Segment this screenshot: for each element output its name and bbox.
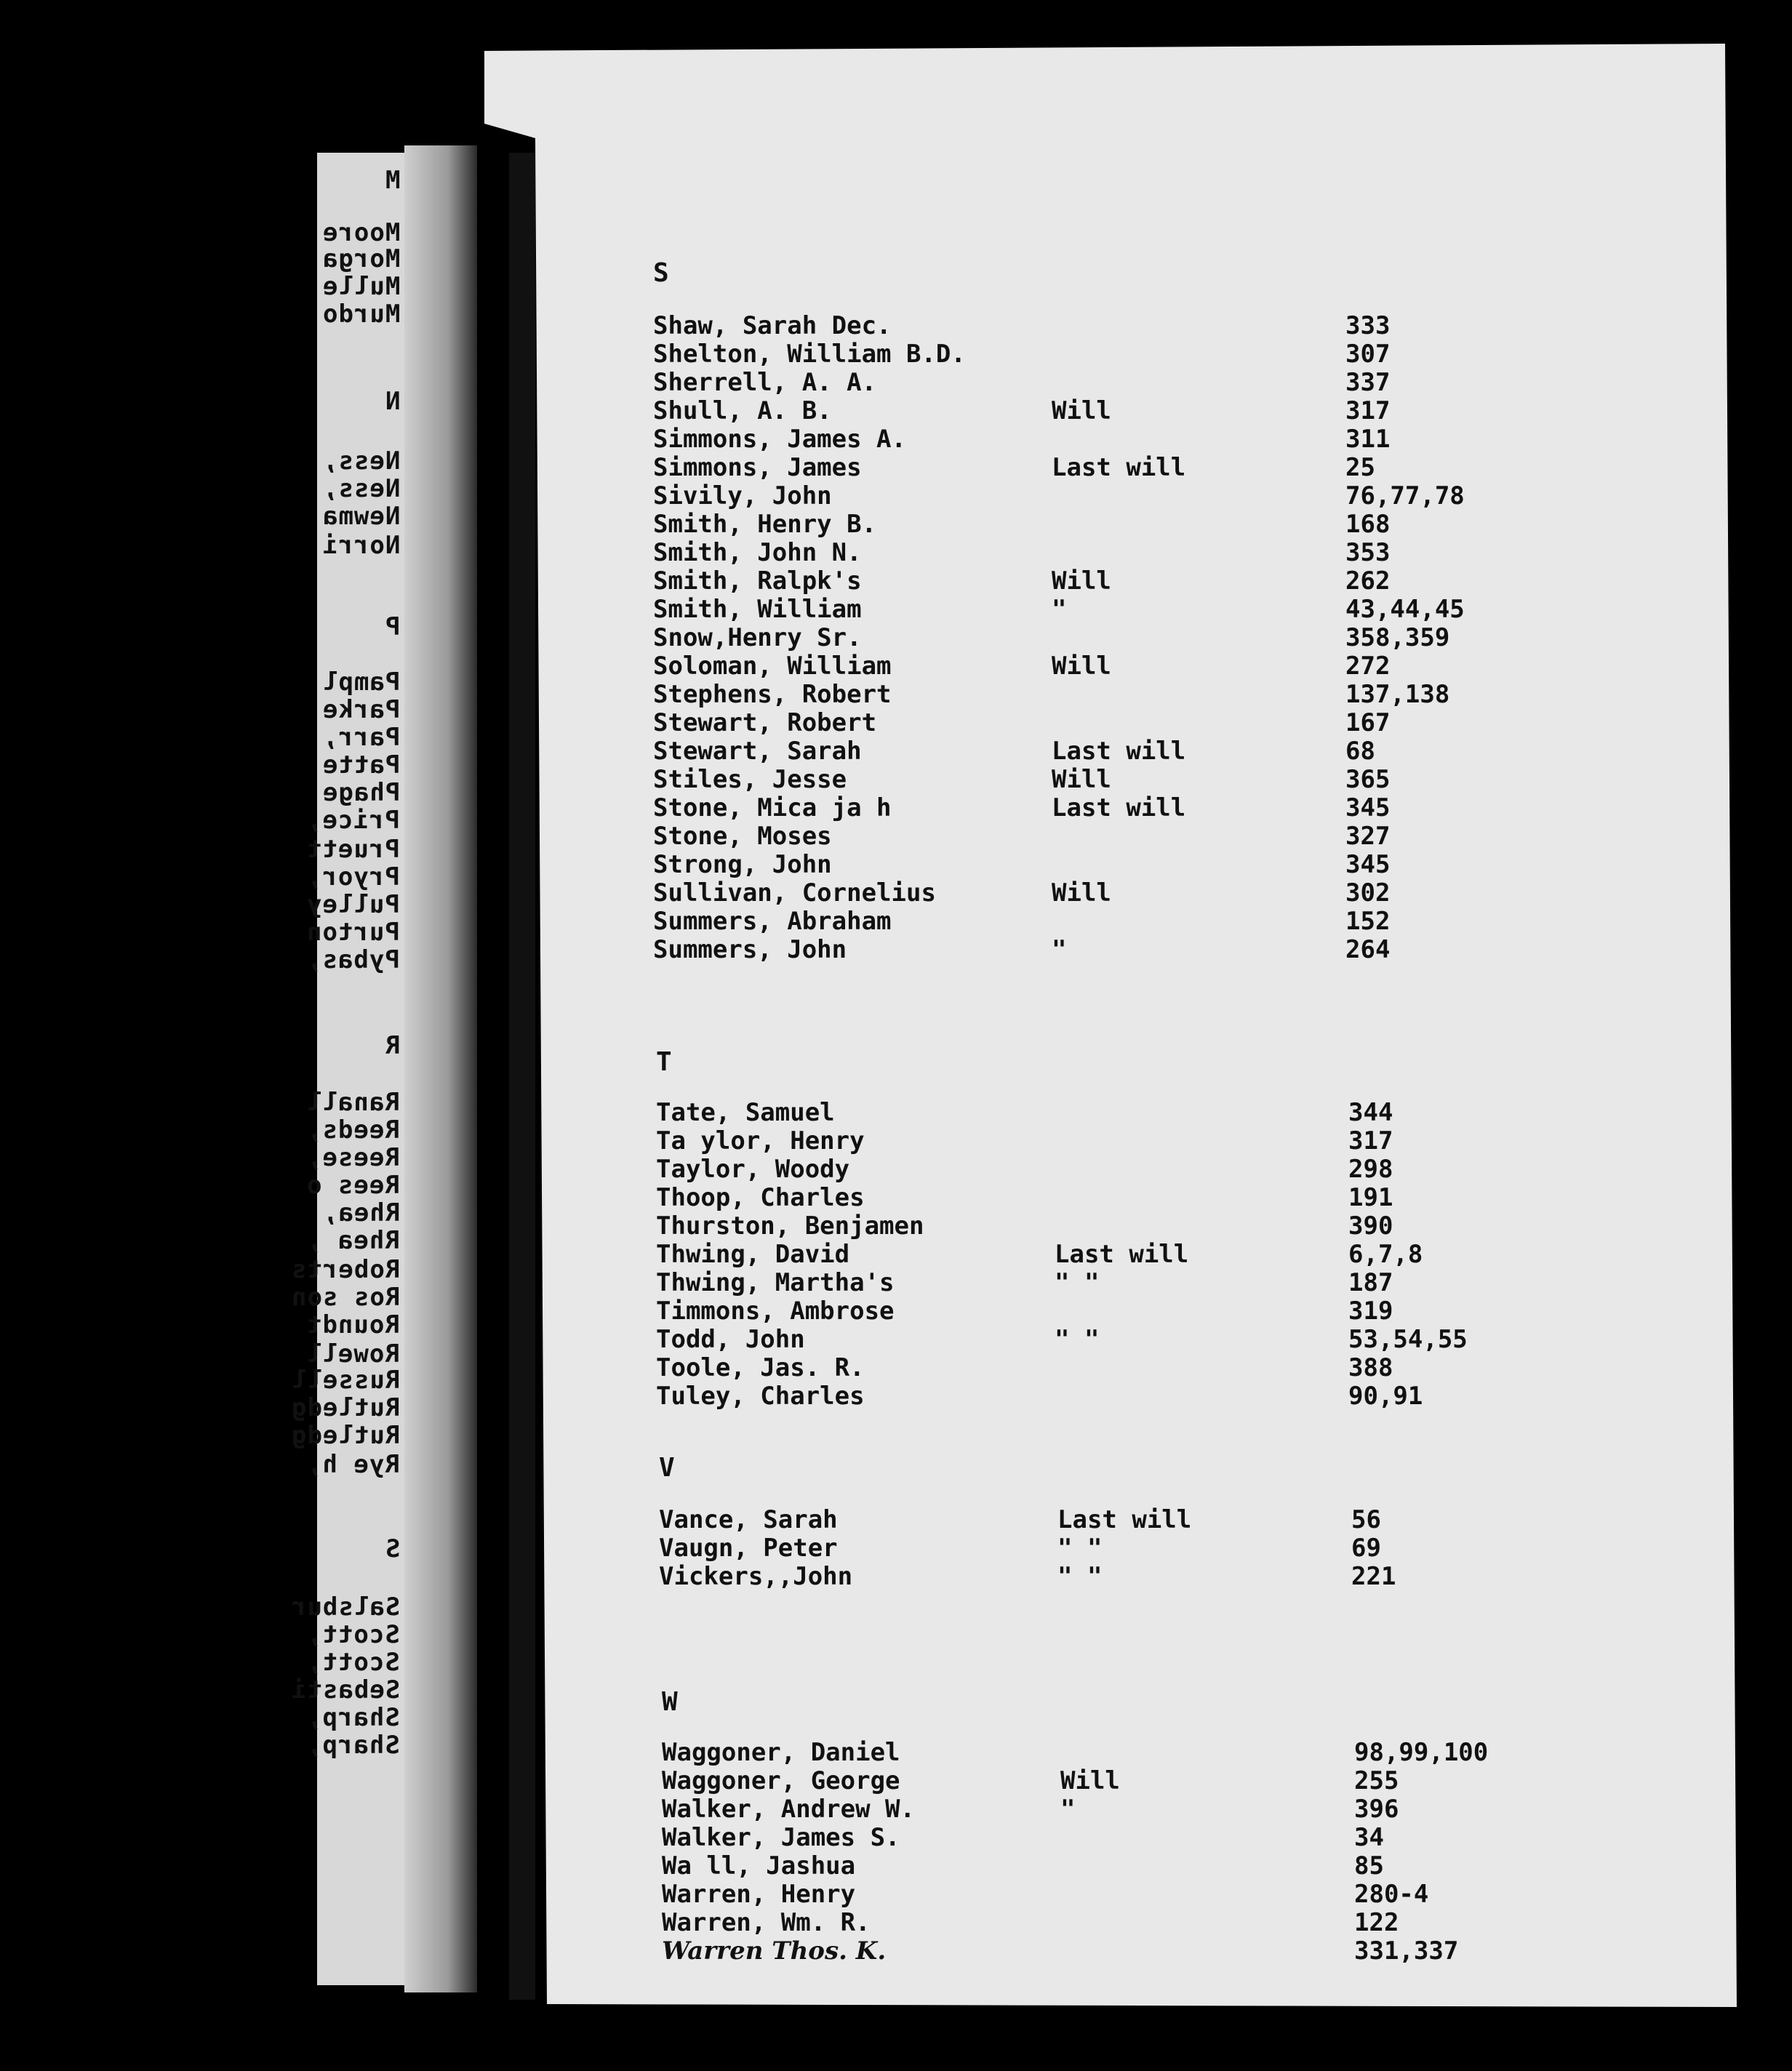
entry-document-type: Last will: [1055, 1240, 1189, 1269]
entry-page-numbers: 6,7,8: [1348, 1240, 1423, 1269]
entry-page-numbers: 53,54,55: [1348, 1325, 1468, 1354]
entry-page-numbers: 264: [1345, 935, 1391, 964]
bleed-through-text: Rees o: [306, 1171, 400, 1200]
entry-page-numbers: 302: [1345, 878, 1391, 908]
entry-name: Stone, Mica ja h: [653, 793, 892, 822]
bleed-through-text: Rye h,: [306, 1450, 400, 1479]
entry-page-numbers: 331,337: [1354, 1936, 1459, 1966]
entry-name: Sivily, John: [653, 481, 832, 510]
bleed-through-text: Scott,: [306, 1620, 400, 1649]
entry-page-numbers: 69: [1351, 1534, 1381, 1563]
entry-name: Shelton, William B.D.: [653, 340, 966, 369]
entry-document-type: Will: [1052, 566, 1111, 596]
entry-name: Simmons, James A.: [653, 425, 906, 454]
section-letter: T: [656, 1047, 672, 1077]
entry-document-type: Will: [1060, 1766, 1120, 1795]
bleed-through-text: Reese,: [306, 1143, 400, 1172]
entry-page-numbers: 280-4: [1354, 1880, 1429, 1909]
entry-page-numbers: 345: [1345, 793, 1391, 822]
entry-page-numbers: 345: [1345, 850, 1391, 879]
bleed-through-text: Rowell: [306, 1339, 400, 1369]
entry-document-type: Last will: [1052, 793, 1186, 822]
section-letter: V: [659, 1453, 675, 1483]
spine-edge: [509, 153, 535, 2000]
bleed-through-text: Rutledg: [290, 1393, 400, 1422]
entry-name: Thurston, Benjamen: [656, 1211, 924, 1241]
entry-name: Vance, Sarah: [659, 1505, 838, 1534]
entry-document-type: ": [1052, 935, 1067, 964]
entry-page-numbers: 272: [1345, 652, 1391, 681]
bleed-through-text: Patte: [321, 750, 400, 780]
bleed-through-text: Purton: [306, 918, 400, 947]
entry-name: Smith, Ralpk's: [653, 566, 862, 596]
entry-page-numbers: 388: [1348, 1353, 1393, 1382]
entry-name: Timmons, Ambrose: [656, 1297, 895, 1326]
bleed-through-text: Rhea ,: [306, 1226, 400, 1255]
entry-name: Thwing, Martha's: [656, 1268, 895, 1297]
entry-name: Waggoner, George: [662, 1766, 900, 1795]
entry-page-numbers: 43,44,45: [1345, 595, 1465, 624]
bleed-through-text: S: [384, 1534, 400, 1563]
entry-document-type: Will: [1052, 765, 1111, 794]
entry-name: Taylor, Woody: [656, 1155, 850, 1184]
entry-page-numbers: 152: [1345, 907, 1391, 936]
bleed-through-text: Ranall: [306, 1088, 400, 1117]
bleed-through-text: Roberts: [290, 1255, 400, 1284]
entry-page-numbers: 390: [1348, 1211, 1393, 1241]
entry-name: Vaugn, Peter: [659, 1534, 838, 1563]
entry-page-numbers: 187: [1348, 1268, 1393, 1297]
entry-page-numbers: 34: [1354, 1823, 1384, 1852]
entry-page-numbers: 221: [1351, 1562, 1396, 1591]
bleed-through-text: P: [384, 612, 400, 641]
entry-name: Simmons, James: [653, 453, 862, 482]
entry-page-numbers: 168: [1345, 510, 1391, 539]
entry-name: Snow,Henry Sr.: [653, 623, 862, 652]
entry-document-type: Last will: [1052, 737, 1186, 766]
entry-page-numbers: 298: [1348, 1155, 1393, 1184]
entry-name: Warren Thos. K.: [662, 1936, 887, 1966]
entry-name: Stewart, Robert: [653, 708, 877, 737]
entry-page-numbers: 353: [1345, 538, 1391, 567]
entry-document-type: " ": [1057, 1534, 1103, 1563]
entry-page-numbers: 255: [1354, 1766, 1399, 1795]
entry-name: Thoop, Charles: [656, 1183, 865, 1212]
entry-name: Sherrell, A. A.: [653, 368, 877, 397]
entry-page-numbers: 122: [1354, 1908, 1399, 1937]
entry-name: Shull, A. B.: [653, 396, 832, 425]
bleed-through-text: N: [384, 387, 400, 416]
entry-page-numbers: 344: [1348, 1098, 1393, 1127]
bleed-through-text: Sharp,: [306, 1731, 400, 1760]
entry-name: Summers, Abraham: [653, 907, 892, 936]
binding-strip: [290, 153, 404, 1985]
bleed-through-text: Scott,: [306, 1648, 400, 1677]
section-letter: S: [653, 258, 669, 288]
bleed-through-text: Murdo: [321, 300, 400, 329]
entry-page-numbers: 396: [1354, 1795, 1399, 1824]
bleed-through-text: Roundt: [306, 1310, 400, 1339]
entry-document-type: " ": [1057, 1562, 1103, 1591]
bleed-through-text: Pulley: [306, 890, 400, 919]
entry-name: Smith, Henry B.: [653, 510, 877, 539]
section-letter: W: [662, 1687, 678, 1717]
bleed-through-text: Reeds,: [306, 1115, 400, 1145]
entry-page-numbers: 68: [1345, 737, 1375, 766]
bleed-through-text: Pybas,: [306, 945, 400, 974]
entry-page-numbers: 307: [1345, 340, 1391, 369]
entry-document-type: " ": [1055, 1325, 1100, 1354]
entry-name: Wa ll, Jashua: [662, 1851, 856, 1880]
entry-document-type: Will: [1052, 396, 1111, 425]
entry-name: Smith, William: [653, 595, 862, 624]
bleed-through-text: Newma: [321, 502, 400, 531]
entry-page-numbers: 327: [1345, 822, 1391, 851]
entry-name: Smith, John N.: [653, 538, 862, 567]
bleed-through-text: M: [384, 166, 400, 195]
bleed-through-text: Morga: [321, 244, 400, 273]
entry-document-type: Last will: [1057, 1505, 1192, 1534]
bleed-through-text: Ness,: [321, 446, 400, 476]
bleed-through-text: Moore: [321, 218, 400, 247]
entry-document-type: Will: [1052, 652, 1111, 681]
entry-name: Tuley, Charles: [656, 1382, 865, 1411]
bleed-through-text: Norri: [321, 531, 400, 560]
bleed-through-text: Russell: [290, 1366, 400, 1395]
entry-document-type: " ": [1055, 1268, 1100, 1297]
entry-document-type: Last will: [1052, 453, 1186, 482]
entry-name: Waggoner, Daniel: [662, 1738, 900, 1767]
entry-page-numbers: 319: [1348, 1297, 1393, 1326]
entry-name: Stephens, Robert: [653, 680, 892, 709]
entry-page-numbers: 191: [1348, 1183, 1393, 1212]
entry-page-numbers: 358,359: [1345, 623, 1450, 652]
entry-page-numbers: 317: [1345, 396, 1391, 425]
entry-name: Vickers,,John: [659, 1562, 853, 1591]
entry-page-numbers: 56: [1351, 1505, 1381, 1534]
entry-name: Thwing, David: [656, 1240, 850, 1269]
entry-name: Walker, Andrew W.: [662, 1795, 915, 1824]
entry-page-numbers: 365: [1345, 765, 1391, 794]
entry-page-numbers: 337: [1345, 368, 1391, 397]
entry-name: Summers, John: [653, 935, 847, 964]
bleed-through-text: Parr,: [321, 723, 400, 752]
index-content: [535, 44, 1737, 2007]
bleed-through-text: Price,: [306, 806, 400, 835]
bleed-through-text: Parke: [321, 695, 400, 724]
bleed-through-text: Salsbur: [290, 1593, 400, 1622]
entry-name: Warren, Wm. R.: [662, 1908, 871, 1937]
bleed-through-text: Sebasti: [290, 1675, 400, 1705]
entry-page-numbers: 167: [1345, 708, 1391, 737]
entry-page-numbers: 333: [1345, 311, 1391, 340]
entry-name: Warren, Henry: [662, 1880, 856, 1909]
bleed-through-text: Ness,: [321, 474, 400, 503]
bleed-through-text: Rutledg: [290, 1421, 400, 1450]
bleed-through-text: Ros son: [290, 1283, 400, 1312]
entry-page-numbers: 25: [1345, 453, 1375, 482]
binding-shadow: [404, 145, 477, 1992]
entry-name: Soloman, William: [653, 652, 892, 681]
entry-page-numbers: 76,77,78: [1345, 481, 1465, 510]
bleed-through-text: Phage: [321, 778, 400, 807]
bleed-through-text: Mulle: [321, 272, 400, 301]
entry-page-numbers: 262: [1345, 566, 1391, 596]
bleed-through-text: Pruett: [306, 835, 400, 864]
entry-document-type: ": [1052, 595, 1067, 624]
entry-name: Stewart, Sarah: [653, 737, 862, 766]
entry-name: Strong, John: [653, 850, 832, 879]
entry-page-numbers: 317: [1348, 1126, 1393, 1155]
bleed-through-text: Pryor,: [306, 862, 400, 892]
entry-name: Todd, John: [656, 1325, 805, 1354]
entry-name: Shaw, Sarah Dec.: [653, 311, 892, 340]
entry-name: Stiles, Jesse: [653, 765, 847, 794]
bleed-through-text: R: [384, 1031, 400, 1060]
entry-name: Sullivan, Cornelius: [653, 878, 936, 908]
entry-name: Ta ylor, Henry: [656, 1126, 865, 1155]
entry-page-numbers: 90,91: [1348, 1382, 1423, 1411]
entry-page-numbers: 137,138: [1345, 680, 1450, 709]
entry-name: Toole, Jas. R.: [656, 1353, 865, 1382]
bleed-through-text: Rhea,: [321, 1198, 400, 1227]
entry-name: Stone, Moses: [653, 822, 832, 851]
entry-document-type: Will: [1052, 878, 1111, 908]
entry-page-numbers: 311: [1345, 425, 1391, 454]
entry-name: Tate, Samuel: [656, 1098, 835, 1127]
entry-page-numbers: 98,99,100: [1354, 1738, 1489, 1767]
entry-page-numbers: 85: [1354, 1851, 1384, 1880]
entry-document-type: ": [1060, 1795, 1076, 1824]
bleed-through-text: Pampl: [321, 668, 400, 697]
entry-name: Walker, James S.: [662, 1823, 900, 1852]
bleed-through-text: Sharp,: [306, 1703, 400, 1732]
